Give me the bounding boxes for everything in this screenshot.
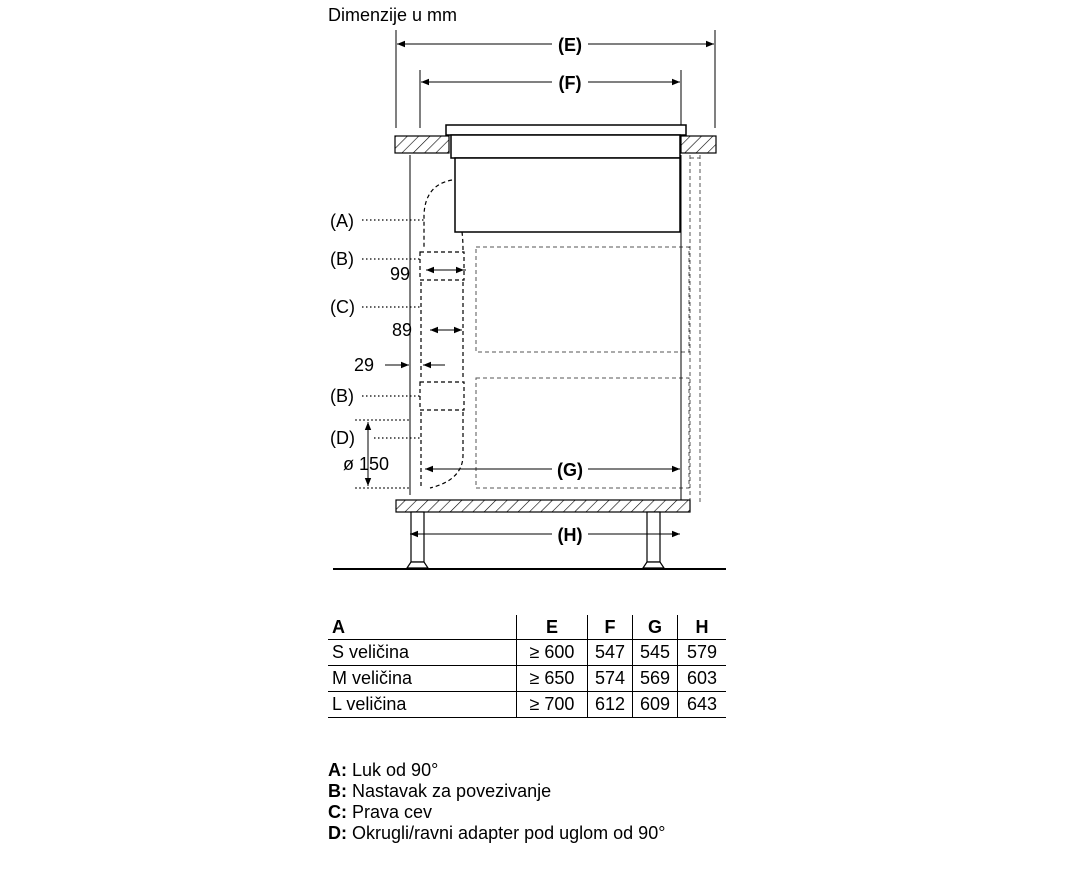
dimension-f-label: (F) — [558, 73, 582, 93]
table-cell: L veličina — [328, 692, 517, 718]
table-header: A — [328, 615, 517, 640]
dimension-h-label: (H) — [557, 525, 583, 545]
legend-text: Luk od 90° — [352, 760, 439, 780]
dimension-e-label: (E) — [558, 35, 582, 55]
legend-item — [328, 823, 665, 844]
page-title: Dimenzije u mm — [328, 5, 458, 25]
dimension-diameter-label: ø 150 — [343, 454, 390, 474]
dimension-table — [328, 615, 726, 718]
table-cell: 603 — [678, 666, 727, 692]
table-header-row — [328, 615, 726, 640]
dimension-h — [410, 525, 680, 545]
table-cell: ≥ 600 — [517, 640, 588, 666]
table-cell: M veličina — [328, 666, 517, 692]
table-cell: 609 — [633, 692, 678, 718]
table-header: H — [678, 615, 727, 640]
legend-item — [328, 760, 665, 781]
dimension-89 — [392, 320, 462, 340]
table-header: F — [588, 615, 633, 640]
table-cell: ≥ 700 — [517, 692, 588, 718]
cabinet-base — [396, 500, 690, 512]
legend-key: D: — [328, 823, 347, 843]
callout-c — [330, 297, 421, 317]
table-row — [328, 640, 726, 666]
dimension-29-label: 29 — [354, 355, 375, 375]
dimension-g-label: (G) — [557, 460, 583, 480]
dimension-f — [420, 70, 681, 128]
table-cell: 574 — [588, 666, 633, 692]
table-cell: 547 — [588, 640, 633, 666]
cabinet-legs — [407, 512, 664, 568]
table-header: E — [517, 615, 588, 640]
legend-key: B: — [328, 781, 347, 801]
callout-d — [330, 428, 421, 448]
table-cell: 643 — [678, 692, 727, 718]
table-cell: ≥ 650 — [517, 666, 588, 692]
legend-key: A: — [328, 760, 347, 780]
callout-d-label: (D) — [330, 428, 355, 448]
legend-text: Prava cev — [352, 802, 433, 822]
table-cell: 579 — [678, 640, 727, 666]
callout-b-lower — [330, 386, 420, 406]
legend-text: Nastavak za povezivanje — [352, 781, 552, 801]
legend-item — [328, 781, 665, 802]
dimension-99 — [390, 264, 466, 284]
legend-key: C: — [328, 802, 347, 822]
table-row — [328, 692, 726, 718]
callout-c-label: (C) — [330, 297, 355, 317]
dimension-g — [425, 460, 680, 480]
dimension-89-label: 89 — [392, 320, 413, 340]
dimension-99-label: 99 — [390, 264, 411, 284]
legend — [328, 760, 665, 844]
dimension-e — [396, 30, 715, 128]
legend-item — [328, 802, 665, 823]
cooktop — [446, 125, 686, 232]
callout-b-upper-label: (B) — [330, 249, 354, 269]
table-cell: S veličina — [328, 640, 517, 666]
dimension-29 — [354, 355, 445, 375]
table-cell: 612 — [588, 692, 633, 718]
table-header: G — [633, 615, 678, 640]
legend-text: Okrugli/ravni adapter pod uglom od 90° — [352, 823, 666, 843]
table-row — [328, 666, 726, 692]
callout-a-label: (A) — [330, 211, 354, 231]
table-cell: 545 — [633, 640, 678, 666]
callout-b-lower-label: (B) — [330, 386, 354, 406]
table-cell: 569 — [633, 666, 678, 692]
